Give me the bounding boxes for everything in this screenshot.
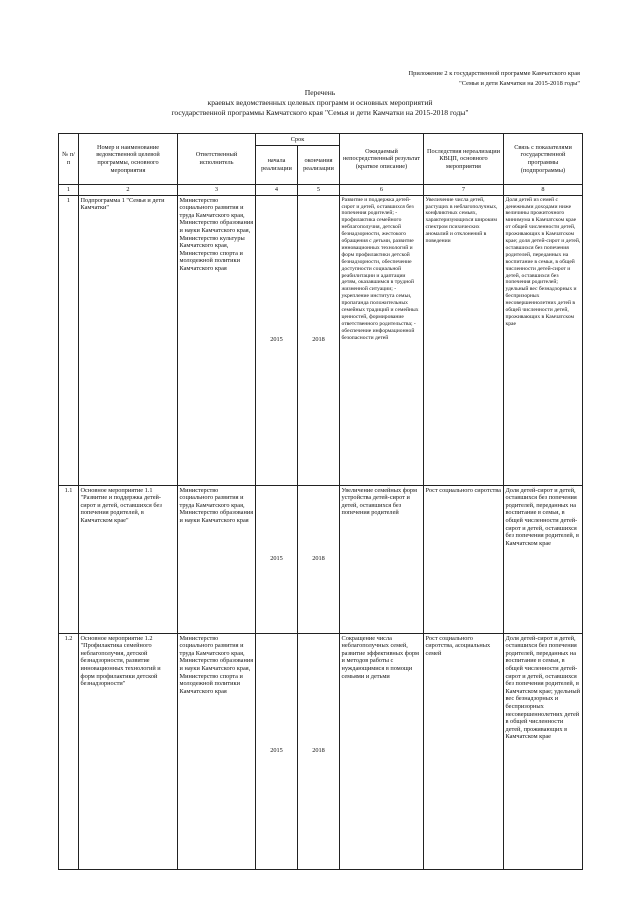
title-line-3: государственной программы Камчатского края "Семья и дети Камчатки на 2015-2018 годы"	[171, 108, 469, 117]
table-row	[59, 485, 583, 633]
index-cell: 4	[256, 185, 298, 196]
header-row-1	[59, 134, 583, 146]
row-end: 2018	[298, 633, 340, 869]
title-line-1: Перечень	[304, 88, 336, 97]
index-cell: 5	[298, 185, 340, 196]
index-cell: 3	[178, 185, 256, 196]
index-cell: 2	[79, 185, 178, 196]
header-executor: Ответственный исполнитель	[178, 134, 256, 185]
index-cell: 6	[340, 185, 424, 196]
row-link: Доля детей-сирот и детей, оставшихся без попечения родителей, переданных на воспитание в семьи, в общей численности детей-сирот и детей, оставшихся без попечения родителей, в Камчатском крае; удельный вес безнадзорных и беспризорных несовершеннолетних детей в общей численности детей, проживающих в Камчатском крае	[504, 633, 583, 869]
row-consequences: Рост социального сиротства	[424, 485, 504, 633]
row-name: Основное мероприятие 1.2 "Профилактика семейного неблагополучия, детской безнадзорности, развитие инновационных технологий и форм профилактики детской безнадзорности"	[79, 633, 178, 869]
row-executor: Министерство социального развития и труда Камчатского края, Министерство образования и науки Камчатского края, Министерство культуры Камчатского края, Министерство спорта и молодежной политики Камчатского края	[178, 195, 256, 485]
index-cell: 7	[424, 185, 504, 196]
row-consequences: Увеличение числа детей, растущих в неблагополучных, конфликтных семьях, характеризующихся широким спектром психических аномалий и отклонений в поведении	[424, 195, 504, 485]
row-num: 1	[59, 195, 79, 485]
row-result: Развитие и поддержка детей-сирот и детей, оставшихся без попечения родителей; - профилактика семейного неблагополучия, детской безнадзорности, жестокого обращения с детьми, развитие инновационных технологий и форм профилактики детской безнадзорности, обеспечение доступности социальной реабилитации и адаптации детям, оказавшимся в трудной жизненной ситуации; - укрепление института семьи, пропаганда положительных семейных традиций и семейных ценностей, формирование ответственного родительства; - обеспечение информационной безопасности детей	[340, 195, 424, 485]
row-name: Основное мероприятие 1.1 "Развитие и поддержка детей-сирот и детей, оставшихся без попечения родителей, в Камчатском крае"	[79, 485, 178, 633]
header-num: № п/п	[59, 134, 79, 185]
header-start: начала реализации	[256, 146, 298, 185]
row-result: Увеличение семейных форм устройства детей-сирот и детей, оставшихся без попечения родителей	[340, 485, 424, 633]
row-num: 1.1	[59, 485, 79, 633]
appendix-note	[340, 69, 580, 89]
row-start: 2015	[256, 485, 298, 633]
header-link: Связь с показателями государственной программы (подпрограммы)	[504, 134, 583, 185]
table-row	[59, 195, 583, 485]
appendix-line-1: Приложение 2 к государственной программе Камчатского края	[408, 70, 580, 77]
row-end: 2018	[298, 195, 340, 485]
row-link: Доля детей из семей с денежными доходами ниже величины прожиточного минимума в Камчатском крае от общей численности детей, проживающих в Камчатском крае; доля детей-сирот и детей, оставшихся без попечения родителей, переданных на воспитание в семьи, в общей численности детей-сирот и детей, оставшихся без попечения родителей; удельный вес безнадзорных и беспризорных несовершеннолетних детей в общей численности детей, проживающих в Камчатском крае	[504, 195, 583, 485]
index-cell: 1	[59, 185, 79, 196]
programs-table	[58, 133, 583, 870]
index-cell: 8	[504, 185, 583, 196]
header-term: Срок	[256, 134, 340, 146]
row-executor: Министерство социального развития и труда Камчатского края, Министерство образования и науки Камчатского края, Министерство спорта и молодежной политики Камчатского края	[178, 633, 256, 869]
row-result: Сокращение числа неблагополучных семей, развитие эффективных форм и методов работы с нуждающимися в помощи семьями и детьми	[340, 633, 424, 869]
header-name: Номер и наименование ведомственной целевой программы, основного мероприятия	[79, 134, 178, 185]
row-start: 2015	[256, 633, 298, 869]
row-link: Доля детей-сирот и детей, оставшихся без попечения родителей, переданных на воспитание в семьи, в общей численности детей-сирот и детей, оставшихся без попечения родителей, в Камчатском крае	[504, 485, 583, 633]
row-start: 2015	[256, 195, 298, 485]
title-line-2: краевых ведомственных целевых программ и основных мероприятий	[207, 98, 433, 107]
row-executor: Министерство социального развития и труда Камчатского края, Министерство образования и науки Камчатского края	[178, 485, 256, 633]
row-num: 1.2	[59, 633, 79, 869]
table-row	[59, 633, 583, 869]
header-end: окончания реализации	[298, 146, 340, 185]
header-consequences: Последствия нереализации КВЦП, основного мероприятия	[424, 134, 504, 185]
appendix-line-2: "Семья и дети Камчатки на 2015-2018 годы"	[459, 80, 580, 87]
row-consequences: Рост социального сиротства, асоциальных семей	[424, 633, 504, 869]
document-title	[120, 88, 520, 118]
header-result: Ожидаемый непосредственный результат (краткое описание)	[340, 134, 424, 185]
index-row	[59, 185, 583, 196]
row-name: Подпрограмма 1 "Семья и дети Камчатки"	[79, 195, 178, 485]
row-end: 2018	[298, 485, 340, 633]
